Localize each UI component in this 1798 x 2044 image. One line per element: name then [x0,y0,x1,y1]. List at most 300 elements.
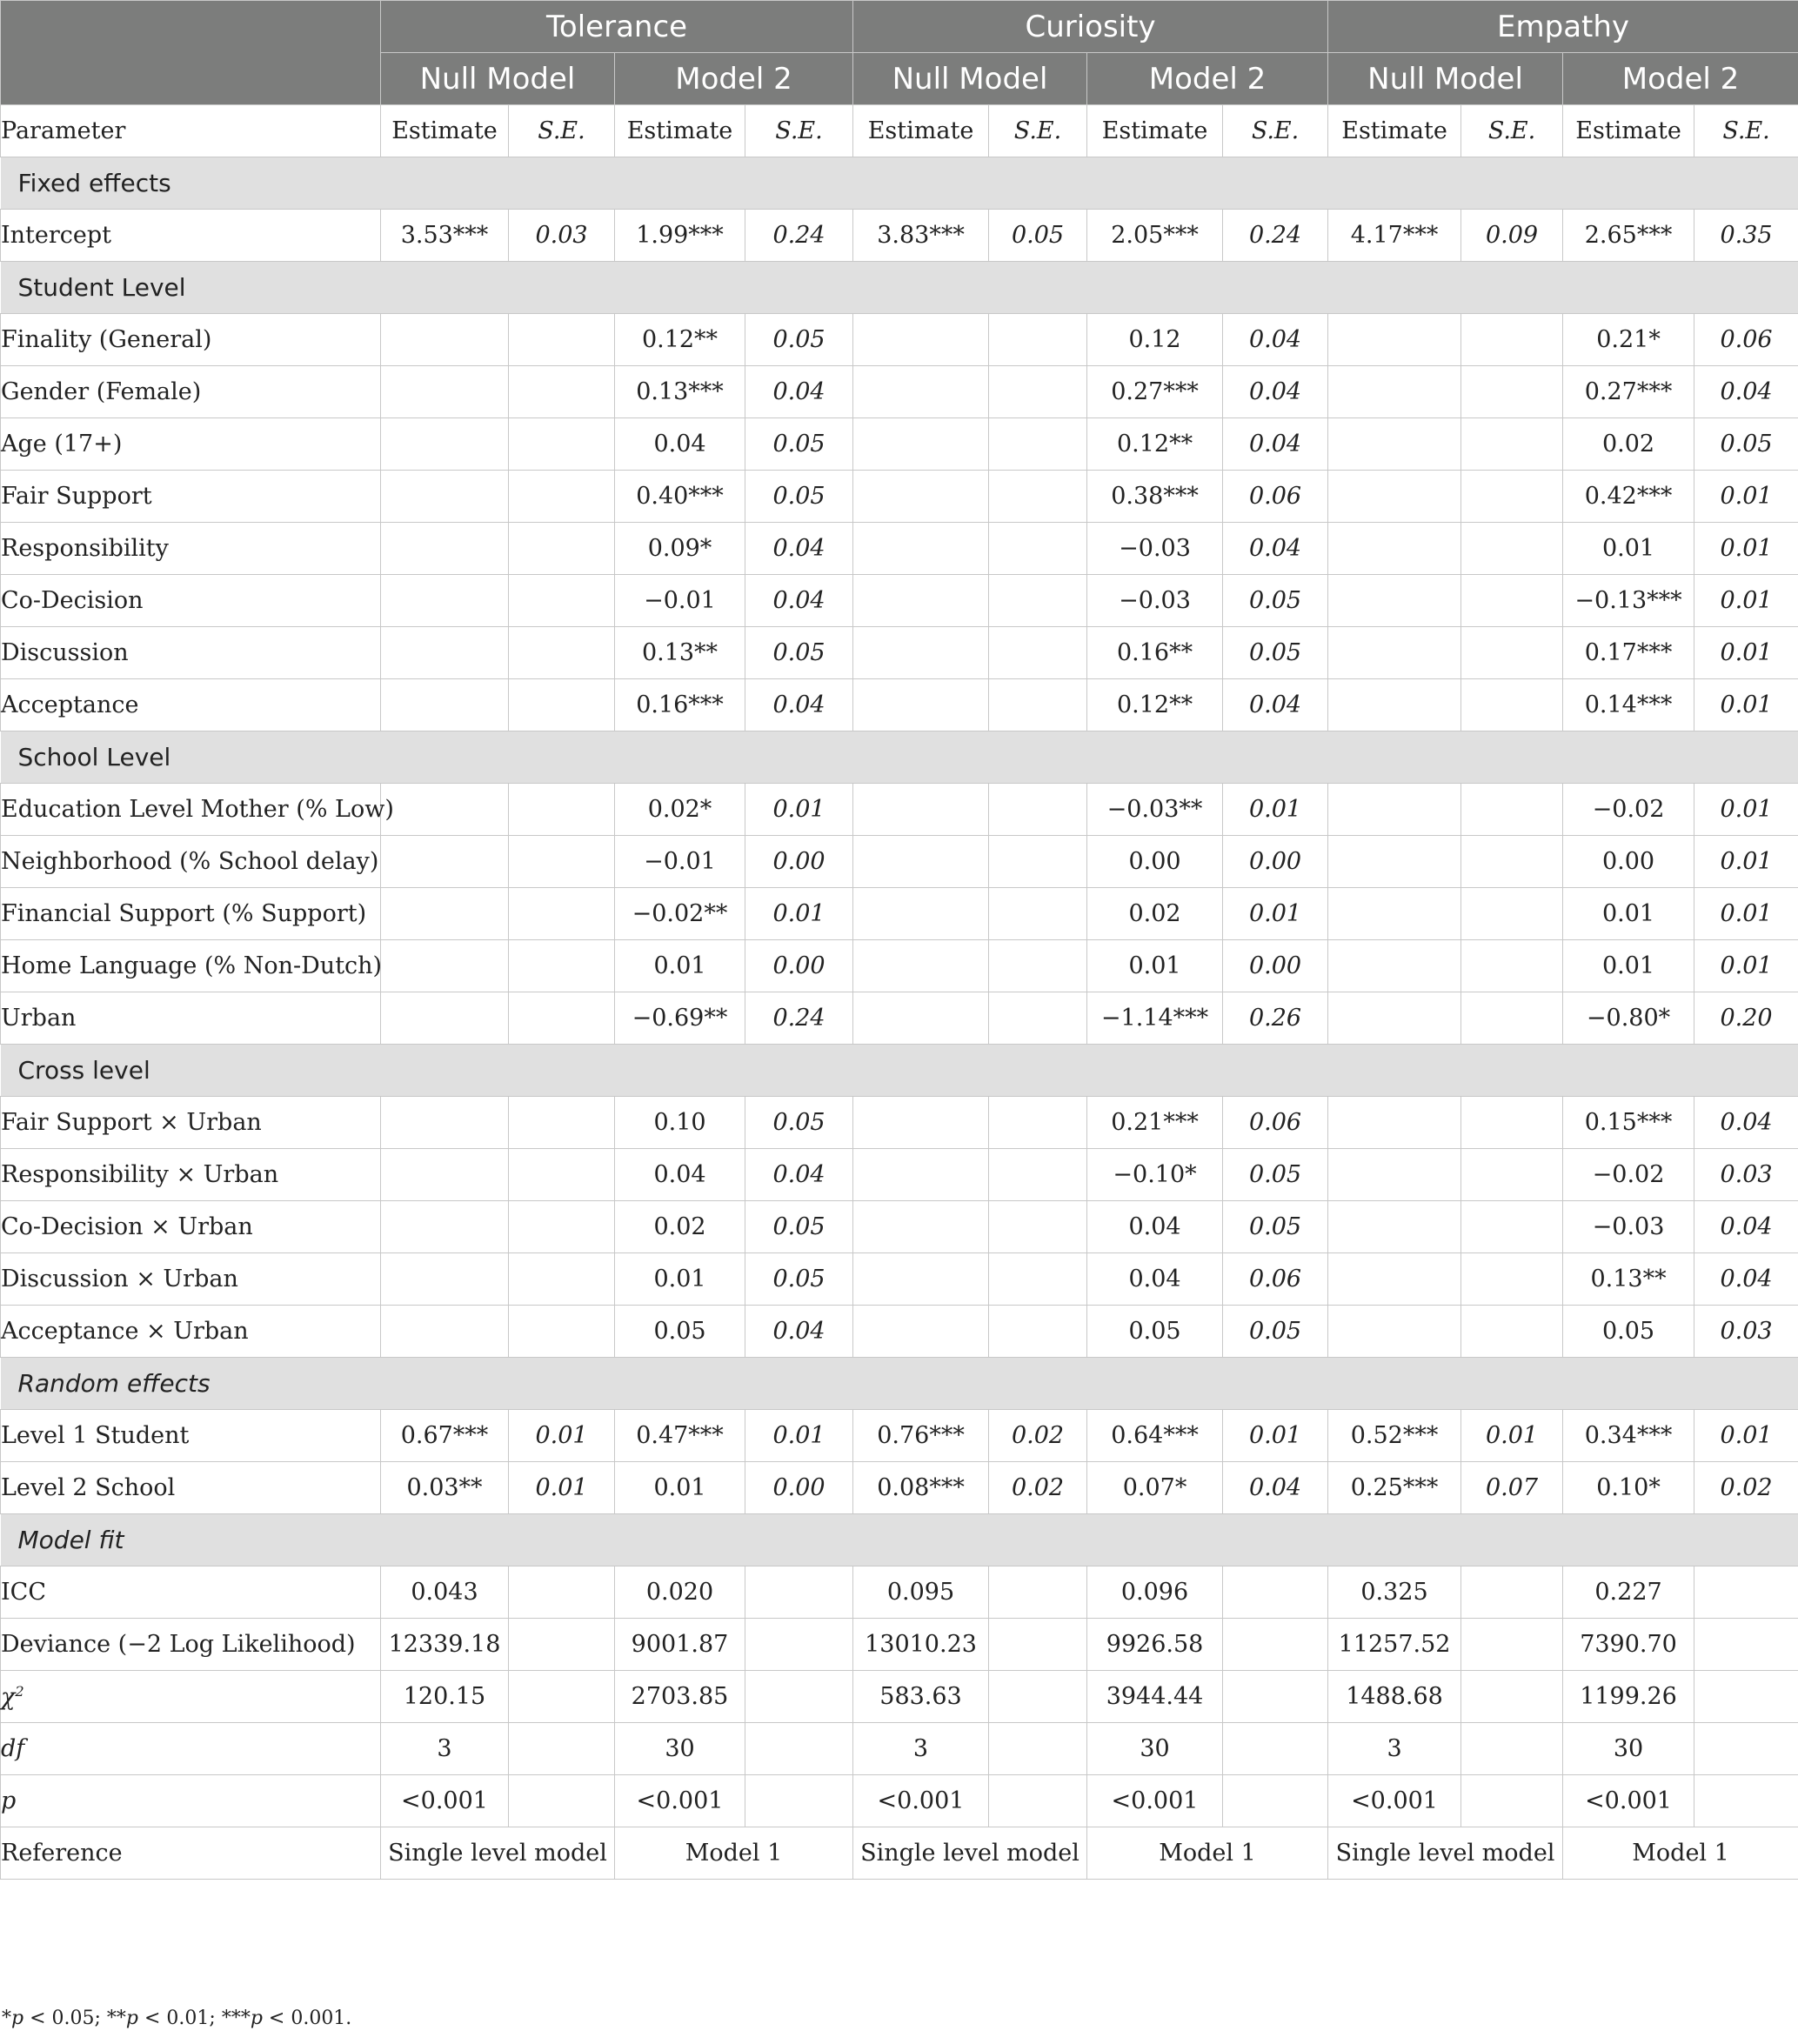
footnote [2,2007,351,2029]
empty-cell [1223,1723,1328,1775]
fit-value-cell: 0.020 [615,1566,745,1619]
se-header: S.E. [1223,105,1328,157]
estimate-cell: 0.12 [1087,314,1223,366]
table-row [1,1306,1798,1358]
row-label: Discussion [1,627,381,679]
table-row [1,1149,1798,1201]
se-cell: 0.05 [1223,1201,1328,1253]
estimate-cell [1328,1201,1461,1253]
fit-value-cell: 120.15 [381,1671,509,1723]
table-row [1,1201,1798,1253]
fit-value-cell: 30 [1563,1723,1694,1775]
group-header-tolerance: Tolerance [381,1,853,53]
estimate-cell [381,1201,509,1253]
estimate-cell [381,1097,509,1149]
row-label: Responsibility × Urban [1,1149,381,1201]
se-cell [509,940,615,992]
empty-cell [1461,1566,1563,1619]
empty-cell [509,1775,615,1827]
estimate-cell [381,627,509,679]
estimate-cell [1328,418,1461,471]
estimate-cell: 0.34*** [1563,1410,1694,1462]
se-cell [509,418,615,471]
estimate-cell: 0.16** [1087,627,1223,679]
estimate-cell: 0.01 [615,1253,745,1306]
estimate-cell [853,888,989,940]
estimate-cell [853,366,989,418]
row-label-text: p [1,1787,17,1814]
table-row [1,627,1798,679]
fit-value-cell: 1199.26 [1563,1671,1694,1723]
footnote-sig: * [2,2007,11,2029]
se-cell [1461,627,1563,679]
empty-cell [989,1619,1087,1671]
estimate-cell [853,836,989,888]
se-cell [1461,992,1563,1045]
footnote-var: p [125,2007,138,2029]
row-label: Urban [1,992,381,1045]
fit-value-cell: 12339.18 [381,1619,509,1671]
se-cell: 0.20 [1694,992,1798,1045]
table-body [1,105,1798,1880]
table-row [1,471,1798,523]
section-title: Cross level [1,1045,1798,1097]
se-cell [1461,784,1563,836]
estimate-cell [381,940,509,992]
se-cell: 0.04 [1223,314,1328,366]
reference-cell: Single level model [1328,1827,1563,1880]
se-cell [1461,1097,1563,1149]
se-cell [989,784,1087,836]
empty-cell [745,1723,853,1775]
estimate-cell: −0.02** [615,888,745,940]
estimate-cell: 0.04 [1087,1253,1223,1306]
estimate-cell: 0.40*** [615,471,745,523]
section-row [1,157,1798,210]
se-cell: 0.04 [1223,1462,1328,1514]
model-header: Null Model [1328,53,1563,105]
estimate-cell [1328,679,1461,731]
empty-cell [1223,1775,1328,1827]
fit-value-cell: 30 [1087,1723,1223,1775]
empty-cell [509,1619,615,1671]
se-cell [1461,1201,1563,1253]
estimate-cell: 0.00 [1087,836,1223,888]
se-cell [509,888,615,940]
se-cell [509,992,615,1045]
empty-cell [745,1619,853,1671]
se-cell [989,836,1087,888]
section-row [1,1358,1798,1410]
se-cell: 0.02 [1694,1462,1798,1514]
empty-cell [509,1671,615,1723]
model-header: Model 2 [1087,53,1328,105]
estimate-cell [1328,784,1461,836]
empty-cell [1223,1671,1328,1723]
estimate-cell: 3.83*** [853,210,989,262]
footnote-text: < 0.05; [23,2007,107,2029]
estimate-cell [853,523,989,575]
se-cell: 0.05 [745,314,853,366]
estimate-cell [1328,314,1461,366]
table-row [1,1566,1798,1619]
estimate-cell: 0.02 [1563,418,1694,471]
estimate-cell [853,1306,989,1358]
se-cell: 0.01 [1223,888,1328,940]
estimate-cell: 0.02 [1087,888,1223,940]
table-row [1,1723,1798,1775]
se-cell [1461,836,1563,888]
empty-cell [509,1723,615,1775]
table-row [1,1253,1798,1306]
table-row [1,784,1798,836]
empty-cell [745,1566,853,1619]
se-cell [509,471,615,523]
se-cell: 0.06 [1223,1253,1328,1306]
estimate-cell: 3.53*** [381,210,509,262]
estimate-cell [853,679,989,731]
estimate-cell [381,1149,509,1201]
se-cell: 0.04 [1223,523,1328,575]
estimate-cell: −0.03 [1087,523,1223,575]
estimate-cell [1328,888,1461,940]
estimate-cell: 0.12** [1087,418,1223,471]
estimate-cell [381,888,509,940]
table-row [1,940,1798,992]
group-header-curiosity: Curiosity [853,1,1328,53]
row-label [1,1775,381,1827]
se-cell: 0.05 [1223,575,1328,627]
se-cell [509,627,615,679]
se-cell [1461,366,1563,418]
row-label-text: df [1,1735,25,1762]
estimate-cell: 0.01 [1087,940,1223,992]
subheader-row [1,105,1798,157]
row-label: Age (17+) [1,418,381,471]
empty-cell [989,1775,1087,1827]
se-cell: 0.04 [745,523,853,575]
se-cell: 0.05 [1223,1149,1328,1201]
estimate-cell: −0.10* [1087,1149,1223,1201]
se-cell: 0.07 [1461,1462,1563,1514]
row-label: Co-Decision × Urban [1,1201,381,1253]
estimate-cell: −0.69** [615,992,745,1045]
footnote-var: p [250,2007,263,2029]
estimate-cell: −0.03 [1563,1201,1694,1253]
estimate-cell [381,784,509,836]
se-cell: 0.04 [1223,366,1328,418]
footnote-var: p [11,2007,24,2029]
fit-value-cell: 9001.87 [615,1619,745,1671]
se-header: S.E. [509,105,615,157]
row-label: Co-Decision [1,575,381,627]
se-cell: 0.05 [745,1253,853,1306]
estimate-cell: 0.64*** [1087,1410,1223,1462]
estimate-cell: −1.14*** [1087,992,1223,1045]
se-cell [1461,1253,1563,1306]
estimate-cell [853,1253,989,1306]
table-row [1,366,1798,418]
empty-cell [745,1671,853,1723]
estimate-cell: 0.09* [615,523,745,575]
estimate-cell [1328,1306,1461,1358]
estimate-cell [1328,1097,1461,1149]
estimate-cell [1328,627,1461,679]
estimate-cell: 0.04 [615,418,745,471]
estimate-cell: 0.13** [615,627,745,679]
estimate-cell: 0.17*** [1563,627,1694,679]
fit-value-cell: 11257.52 [1328,1619,1461,1671]
estimate-cell [381,1306,509,1358]
se-cell: 0.01 [1694,627,1798,679]
empty-cell [1694,1619,1798,1671]
fit-value-cell: 583.63 [853,1671,989,1723]
se-cell [989,314,1087,366]
empty-cell [989,1566,1087,1619]
se-cell [1461,940,1563,992]
estimate-cell: 0.05 [1563,1306,1694,1358]
fit-value-cell: <0.001 [1563,1775,1694,1827]
row-label [1,1671,381,1723]
se-cell: 0.01 [1694,523,1798,575]
fit-value-cell: 3 [853,1723,989,1775]
table-row [1,314,1798,366]
row-label: Level 2 School [1,1462,381,1514]
row-label: Education Level Mother (% Low) [1,784,381,836]
estimate-cell [853,471,989,523]
fit-value-cell: 1488.68 [1328,1671,1461,1723]
estimate-cell: 2.65*** [1563,210,1694,262]
empty-cell [989,1723,1087,1775]
se-cell: 0.24 [745,992,853,1045]
corner-cell [1,1,381,105]
fit-value-cell: 0.325 [1328,1566,1461,1619]
estimate-cell: 0.21*** [1087,1097,1223,1149]
se-cell: 0.06 [1223,471,1328,523]
fit-value-cell: 0.043 [381,1566,509,1619]
se-cell: 0.24 [1223,210,1328,262]
estimate-cell [853,627,989,679]
section-row [1,731,1798,784]
estimate-cell: 0.02* [615,784,745,836]
estimate-cell: 0.42*** [1563,471,1694,523]
se-cell [509,1149,615,1201]
table-row [1,210,1798,262]
estimate-header: Estimate [1328,105,1461,157]
estimate-cell: 0.21* [1563,314,1694,366]
se-cell [989,1306,1087,1358]
se-cell: 0.05 [745,627,853,679]
fit-value-cell: 3 [1328,1723,1461,1775]
se-cell [989,940,1087,992]
row-label: Acceptance × Urban [1,1306,381,1358]
se-cell: 0.01 [1694,575,1798,627]
se-cell: 0.05 [989,210,1087,262]
estimate-cell: 0.52*** [1328,1410,1461,1462]
group-header-empathy: Empathy [1328,1,1798,53]
estimate-cell: 4.17*** [1328,210,1461,262]
row-label: Responsibility [1,523,381,575]
reference-cell: Model 1 [1087,1827,1328,1880]
estimate-header: Estimate [615,105,745,157]
se-cell [1461,418,1563,471]
empty-cell [1694,1723,1798,1775]
se-header: S.E. [1694,105,1798,157]
estimate-cell [381,679,509,731]
row-label: Fair Support [1,471,381,523]
se-cell [509,1097,615,1149]
table-row [1,836,1798,888]
se-cell: 0.05 [745,1201,853,1253]
se-cell [989,575,1087,627]
estimate-cell [853,575,989,627]
se-cell: 0.04 [1223,679,1328,731]
footnote-sig: *** [221,2007,251,2029]
fit-value-cell: 30 [615,1723,745,1775]
section-title: Student Level [1,262,1798,314]
estimate-cell [381,314,509,366]
se-cell: 0.01 [1694,784,1798,836]
se-cell [1461,888,1563,940]
estimate-cell: 0.67*** [381,1410,509,1462]
se-cell: 0.00 [1223,836,1328,888]
model-header: Model 2 [615,53,853,105]
row-label: Financial Support (% Support) [1,888,381,940]
empty-cell [1223,1566,1328,1619]
se-cell: 0.04 [745,366,853,418]
se-cell: 0.00 [745,940,853,992]
estimate-cell: 0.12** [1087,679,1223,731]
estimate-cell: −0.13*** [1563,575,1694,627]
estimate-header: Estimate [853,105,989,157]
estimate-cell [1328,471,1461,523]
row-label-text: χ [1,1683,16,1711]
row-label-text: ICC [1,1579,46,1606]
se-cell: 0.04 [1694,1253,1798,1306]
empty-cell [1223,1619,1328,1671]
se-cell: 0.01 [745,784,853,836]
reference-cell: Model 1 [615,1827,853,1880]
estimate-cell: −0.03 [1087,575,1223,627]
empty-cell [745,1775,853,1827]
estimate-cell: 0.10* [1563,1462,1694,1514]
se-cell: 0.01 [1694,888,1798,940]
row-label [1,1566,381,1619]
row-label [1,1723,381,1775]
estimate-cell: −0.01 [615,836,745,888]
se-cell: 0.06 [1694,314,1798,366]
estimate-cell [853,1149,989,1201]
se-cell: 0.01 [1694,1410,1798,1462]
se-header: S.E. [745,105,853,157]
estimate-cell: 0.12** [615,314,745,366]
table-row [1,575,1798,627]
row-label: Gender (Female) [1,366,381,418]
se-cell: 0.04 [1694,366,1798,418]
section-title: School Level [1,731,1798,784]
footnote-sig: ** [106,2007,126,2029]
estimate-cell [853,1201,989,1253]
row-label: Neighborhood (% School delay) [1,836,381,888]
reference-cell: Model 1 [1563,1827,1798,1880]
empty-cell [1694,1775,1798,1827]
se-cell: 0.01 [1223,784,1328,836]
row-label: Fair Support × Urban [1,1097,381,1149]
se-cell [989,888,1087,940]
estimate-cell [853,784,989,836]
section-row [1,262,1798,314]
estimate-cell [853,314,989,366]
se-cell [1461,314,1563,366]
estimate-cell: 0.38*** [1087,471,1223,523]
se-cell [509,1253,615,1306]
se-cell: 0.01 [745,1410,853,1462]
se-cell [989,366,1087,418]
se-cell: 0.01 [509,1462,615,1514]
se-cell: 0.05 [745,418,853,471]
fit-value-cell: <0.001 [1087,1775,1223,1827]
se-cell: 0.04 [745,679,853,731]
fit-value-cell: <0.001 [381,1775,509,1827]
fit-value-cell: 0.096 [1087,1566,1223,1619]
estimate-cell: 0.08*** [853,1462,989,1514]
fit-value-cell: 2703.85 [615,1671,745,1723]
empty-cell [1694,1566,1798,1619]
se-cell [1461,523,1563,575]
estimate-cell [1328,523,1461,575]
estimate-cell: 0.01 [1563,940,1694,992]
estimate-cell [1328,940,1461,992]
estimate-cell [1328,575,1461,627]
section-title: Fixed effects [1,157,1798,210]
se-cell: 0.01 [1694,471,1798,523]
row-label: Home Language (% Non-Dutch) [1,940,381,992]
se-cell: 0.09 [1461,210,1563,262]
estimate-cell [1328,992,1461,1045]
estimate-cell: 0.01 [615,940,745,992]
se-cell [989,1149,1087,1201]
se-cell [509,314,615,366]
section-title: Model fit [1,1514,1798,1566]
table-row [1,1671,1798,1723]
estimate-cell: 0.10 [615,1097,745,1149]
se-cell: 0.03 [1694,1306,1798,1358]
model-header: Null Model [381,53,615,105]
fit-value-cell: 0.095 [853,1566,989,1619]
model-header: Model 2 [1563,53,1798,105]
fit-value-cell: <0.001 [853,1775,989,1827]
se-cell [509,575,615,627]
estimate-cell: −0.02 [1563,784,1694,836]
fit-value-cell: 3944.44 [1087,1671,1223,1723]
parameter-header: Parameter [1,105,381,157]
section-title: Random effects [1,1358,1798,1410]
empty-cell [989,1671,1087,1723]
section-row [1,1045,1798,1097]
estimate-cell: 0.13** [1563,1253,1694,1306]
se-cell: 0.04 [745,575,853,627]
estimate-cell: −0.03** [1087,784,1223,836]
estimate-cell: 0.00 [1563,836,1694,888]
empty-cell [1461,1775,1563,1827]
se-cell: 0.01 [1694,679,1798,731]
se-cell [989,627,1087,679]
se-cell [1461,1306,1563,1358]
estimate-cell: 0.27*** [1563,366,1694,418]
estimate-cell [381,418,509,471]
estimate-cell: 0.01 [1563,523,1694,575]
estimate-cell [853,418,989,471]
